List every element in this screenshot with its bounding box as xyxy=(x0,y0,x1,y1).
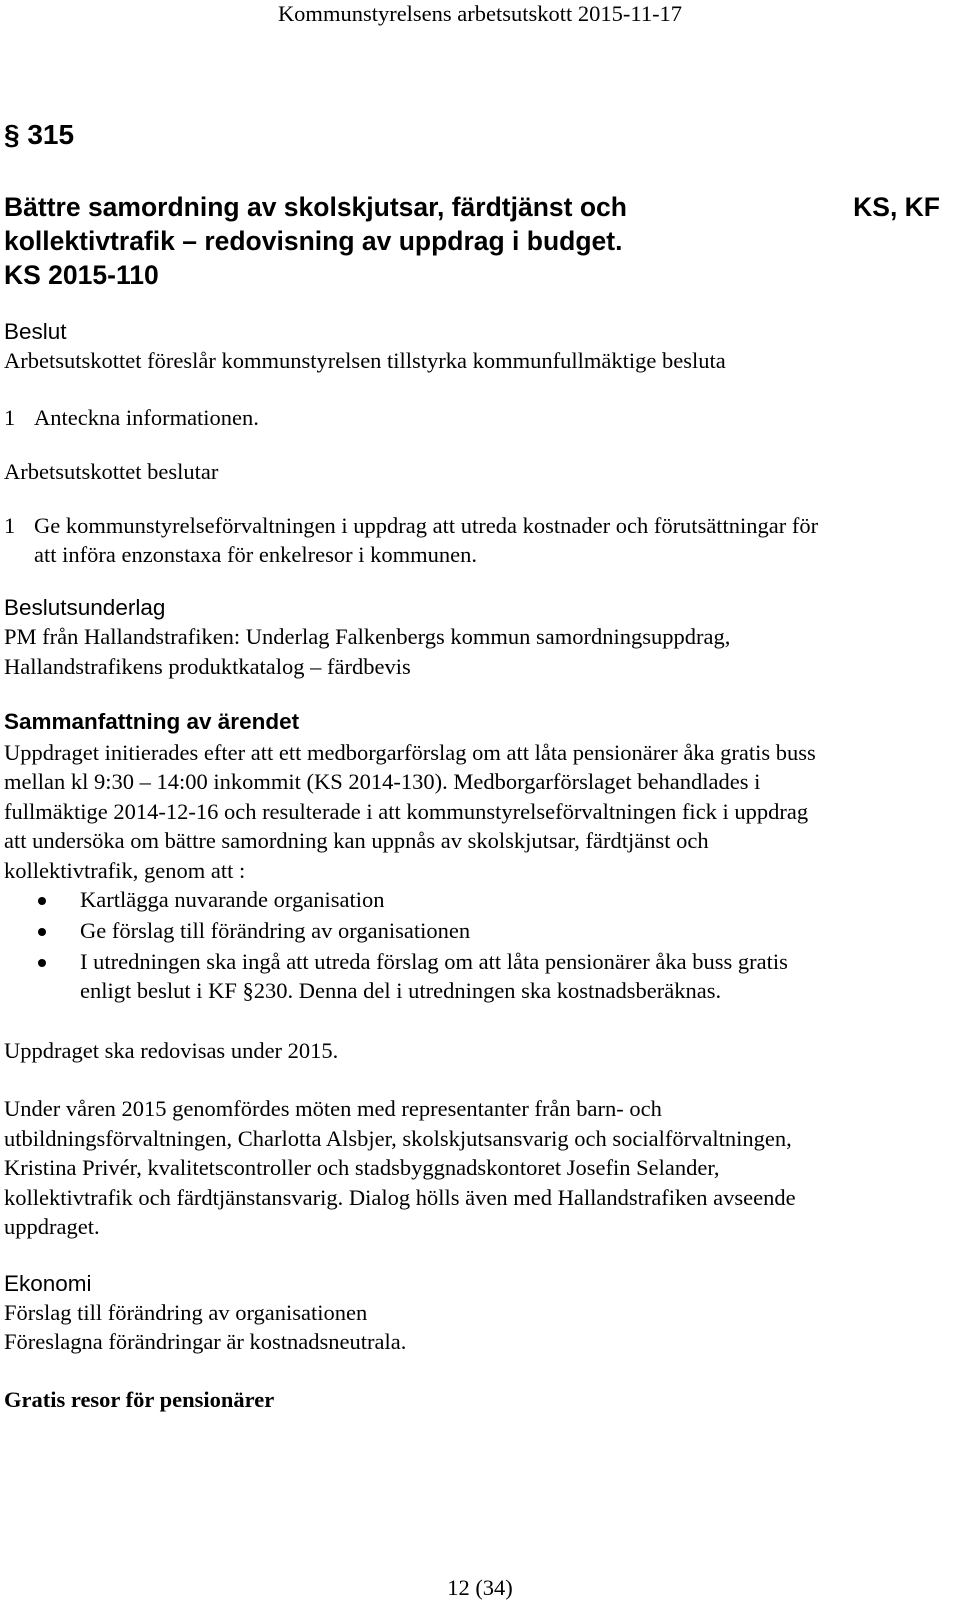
beslut-item-1-num: 1 xyxy=(4,405,16,430)
paragraph-value: 315 xyxy=(27,119,75,150)
summary-line: kollektivtrafik, genom att : xyxy=(4,858,246,883)
bullet-item: Kartlägga nuvarande organisation xyxy=(80,887,385,912)
paragraph-sign: § xyxy=(4,119,20,150)
bullet-icon xyxy=(38,897,46,905)
gratis-heading: Gratis resor för pensionärer xyxy=(4,1387,275,1412)
recipients: KS, KF xyxy=(853,192,940,222)
varen-line: kollektivtrafik och färdtjänstansvarig. Dialog hölls även med Hallandstrafiken avseende xyxy=(4,1185,796,1210)
summary-line: att undersöka om bättre samordning kan uppnås av skolskjutsar, färdtjänst och xyxy=(4,828,709,853)
title-line-1: Bättre samordning av skolskjutsar, färdtjänst och xyxy=(4,192,627,222)
varen-line: Kristina Privér, kvalitetscontroller och stadsbyggnadskontoret Josefin Selander, xyxy=(4,1155,720,1180)
au-item-1-text: Ge kommunstyrelseförvaltningen i uppdrag att utreda kostnader och förutsättningar för xyxy=(34,513,819,538)
varen-line: Under våren 2015 genomfördes möten med representanter från barn- och xyxy=(4,1096,662,1121)
item-title xyxy=(4,190,627,292)
summary-line: mellan kl 9:30 – 14:00 inkommit (KS 2014-130). Medborgarförslaget behandlades i xyxy=(4,769,761,794)
bullet-icon xyxy=(38,959,46,967)
varen-line: uppdraget. xyxy=(4,1214,100,1239)
beslutsunderlag-heading: Beslutsunderlag xyxy=(4,595,166,620)
bullet-item: I utredningen ska ingå att utreda förslag om att låta pensionärer åka buss gratis xyxy=(80,949,788,974)
au-item-1 xyxy=(4,511,818,541)
bullet-icon xyxy=(38,928,46,936)
sammanfattning-heading: Sammanfattning av ärendet xyxy=(4,709,300,734)
bullet-item-cont: enligt beslut i KF §230. Denna del i utredningen ska kostnadsberäknas. xyxy=(80,978,722,1003)
ekonomi-line-1: Förslag till förändring av organisationen xyxy=(4,1300,368,1325)
page-header: Kommunstyrelsens arbetsutskott 2015-11-17 xyxy=(277,1,683,26)
beslut-heading: Beslut xyxy=(4,319,67,344)
varen-line: utbildningsförvaltningen, Charlotta Alsbjer, skolskjutsansvarig och socialförvaltningen, xyxy=(4,1126,792,1151)
summary-line: fullmäktige 2014-12-16 och resulterade i att kommunstyrelseförvaltningen fick i uppdrag xyxy=(4,799,809,824)
page-number: 12 (34) xyxy=(447,1575,513,1600)
au-item-1-cont: att införa enzonstaxa för enkelresor i kommunen. xyxy=(34,542,477,567)
beslut-item-1 xyxy=(4,403,259,433)
beslutsunderlag-line-1: PM från Hallandstrafiken: Underlag Falkenbergs kommun samordningsuppdrag, xyxy=(4,624,731,649)
summary-line: Uppdraget initierades efter att ett medborgarförslag om att låta pensionärer åka gratis buss xyxy=(4,740,816,765)
case-number: KS 2015-110 xyxy=(4,260,159,290)
beslut-item-1-text: Anteckna informationen. xyxy=(34,405,259,430)
ekonomi-line-2: Föreslagna förändringar är kostnadsneutrala. xyxy=(4,1329,407,1354)
bullet-item: Ge förslag till förändring av organisationen xyxy=(80,918,471,943)
title-line-2: kollektivtrafik – redovisning av uppdrag i budget. xyxy=(4,226,623,256)
redovisas-text: Uppdraget ska redovisas under 2015. xyxy=(4,1038,339,1063)
au-heading: Arbetsutskottet beslutar xyxy=(4,459,219,484)
beslut-intro: Arbetsutskottet föreslår kommunstyrelsen tillstyrka kommunfullmäktige besluta xyxy=(4,348,726,373)
au-item-1-num: 1 xyxy=(4,513,16,538)
paragraph-number xyxy=(4,118,74,152)
beslutsunderlag-line-2: Hallandstrafikens produktkatalog – färdbevis xyxy=(4,654,411,679)
ekonomi-heading: Ekonomi xyxy=(4,1271,92,1296)
